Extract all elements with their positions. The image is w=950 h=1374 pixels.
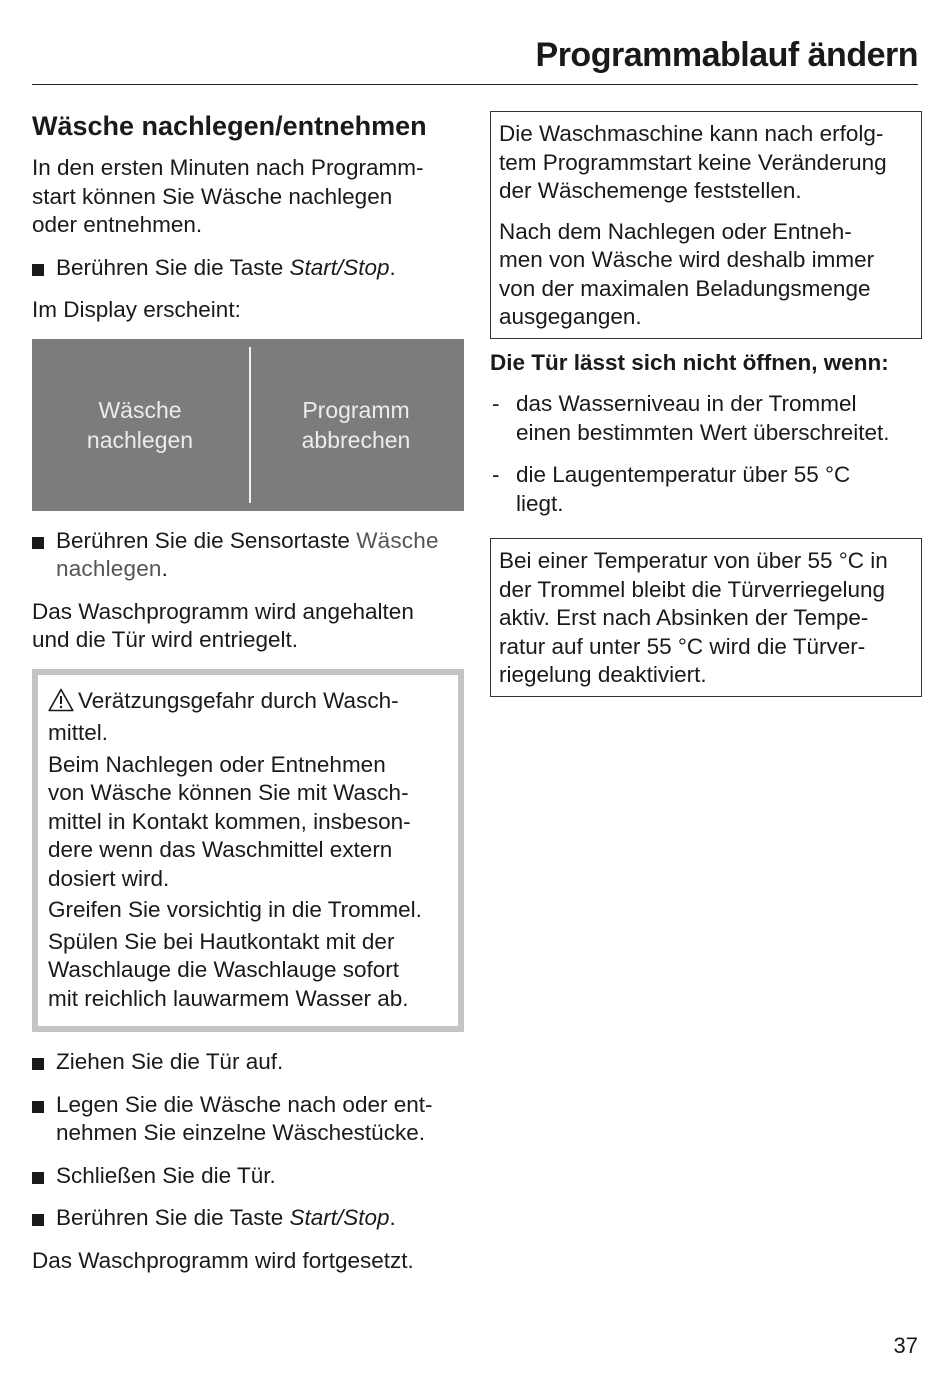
step-end: . (161, 556, 168, 581)
warning-triangle-icon (48, 688, 74, 720)
dash-line: das Wasserniveau in der Trommel (516, 391, 857, 416)
intro-line: In den ersten Minuten nach Programm- (32, 155, 424, 180)
warning-line: von Wäsche können Sie mit Wasch- (48, 780, 409, 805)
key-start-stop: Start/Stop (289, 254, 390, 280)
info-line: der Wäschemenge feststellen. (499, 178, 802, 203)
step-touch-sensor (32, 527, 464, 584)
info-line: riegelung deaktiviert. (499, 662, 707, 687)
left-column (32, 108, 464, 1275)
info-paragraph (499, 218, 913, 332)
warning-line: Beim Nachlegen oder Entnehmen (48, 751, 386, 777)
warning-paragraph (48, 751, 448, 894)
info-line: der Trommel bleibt die Türverriegelung (499, 576, 886, 602)
info-line: aktiv. Erst nach Absinken der Tempe- (499, 605, 869, 630)
warning-line: mit reichlich lauwarmem Wasser ab. (48, 985, 409, 1011)
warning-title-line: mittel. (48, 720, 109, 745)
warning-paragraph (48, 928, 448, 1014)
step-open-door: Ziehen Sie die Tür auf. (32, 1048, 464, 1077)
section-heading: Wäsche nachlegen/entnehmen (32, 111, 427, 141)
sensor-key-label: Wäsche (356, 527, 439, 553)
info-box (490, 111, 922, 339)
add-laundry-button[interactable] (32, 339, 248, 511)
info-line: Bei einer Temperatur von über 55 °C in (499, 548, 888, 573)
warning-line: Spülen Sie bei Hautkontakt mit der (48, 928, 395, 954)
info-line: tem Programmstart keine Veränderung (499, 149, 887, 175)
display-label: Im Display erscheint: (32, 297, 241, 322)
info-line: ratur auf unter 55 °C wird die Türver- (499, 633, 866, 659)
right-column (490, 108, 922, 697)
header-rule (32, 84, 918, 85)
page-number: 37 (893, 1333, 918, 1358)
intro-line: oder entnehmen. (32, 212, 203, 237)
intro-line: start können Sie Wäsche nachlegen (32, 183, 393, 209)
step-end: . (389, 254, 396, 280)
info-line: von der maximalen Beladungsmenge (499, 275, 871, 301)
intro-paragraph (32, 154, 464, 240)
info-box (490, 538, 922, 697)
door-subheading: Die Tür lässt sich nicht öffnen, wenn: (490, 349, 889, 375)
button-label: Wäsche (98, 396, 182, 423)
warning-title-line: Verätzungsgefahr durch Wasch- (78, 687, 399, 713)
step-text: Berühren Sie die Taste (56, 1205, 290, 1230)
button-label: nachlegen (86, 426, 194, 453)
dash-line: die Laugentemperatur über 55 °C (516, 462, 851, 487)
warning-line: dere wenn das Waschmittel extern (48, 837, 393, 862)
step-add-remove-laundry (32, 1091, 464, 1148)
info-line: ausgegangen. (499, 304, 642, 329)
warning-paragraph: Greifen Sie vorsichtig in die Trommel. (48, 897, 422, 922)
result-line: und die Tür wird entriegelt. (32, 627, 298, 652)
info-line: Die Waschmaschine kann nach erfolg- (499, 121, 884, 146)
warning-line: Waschlauge die Waschlauge sofort (48, 957, 400, 982)
step-close-door: Schließen Sie die Tür. (32, 1162, 464, 1191)
step-touch-start-stop (32, 254, 464, 283)
dash-line: liegt. (516, 490, 564, 516)
page-title: Programmablauf ändern (535, 36, 918, 74)
step-text: Berühren Sie die Taste (56, 254, 290, 280)
info-line: Nach dem Nachlegen oder Entneh- (499, 218, 852, 244)
step-end: . (389, 1205, 396, 1230)
step-line: nehmen Sie einzelne Wäschestücke. (56, 1120, 425, 1145)
key-start-stop: Start/Stop (289, 1205, 390, 1230)
button-label: abbrechen (301, 426, 411, 453)
result-paragraph (32, 598, 464, 655)
dash-item (490, 390, 922, 447)
step-touch-start-stop-again (32, 1204, 464, 1233)
result-paragraph: Das Waschprogramm wird fortgesetzt. (32, 1247, 414, 1273)
result-line: Das Waschprogramm wird angehalten (32, 598, 414, 624)
warning-box (32, 669, 464, 1033)
warning-line: mittel in Kontakt kommen, insbeson- (48, 808, 411, 834)
info-paragraph (499, 547, 913, 690)
button-label: Programm (302, 396, 410, 423)
dash-line: einen bestimmten Wert überschreitet. (516, 419, 890, 445)
info-paragraph (499, 120, 913, 206)
step-text: Berühren Sie die Sensortaste (56, 527, 357, 553)
warning-title (48, 687, 448, 748)
warning-line: dosiert wird. (48, 865, 170, 891)
cancel-programme-button[interactable] (248, 339, 464, 511)
sensor-key-label: nachlegen (56, 556, 162, 581)
step-line: Legen Sie die Wäsche nach oder ent- (56, 1091, 433, 1117)
dash-item (490, 461, 922, 518)
info-line: men von Wäsche wird deshalb immer (499, 247, 875, 272)
control-display (32, 339, 464, 511)
